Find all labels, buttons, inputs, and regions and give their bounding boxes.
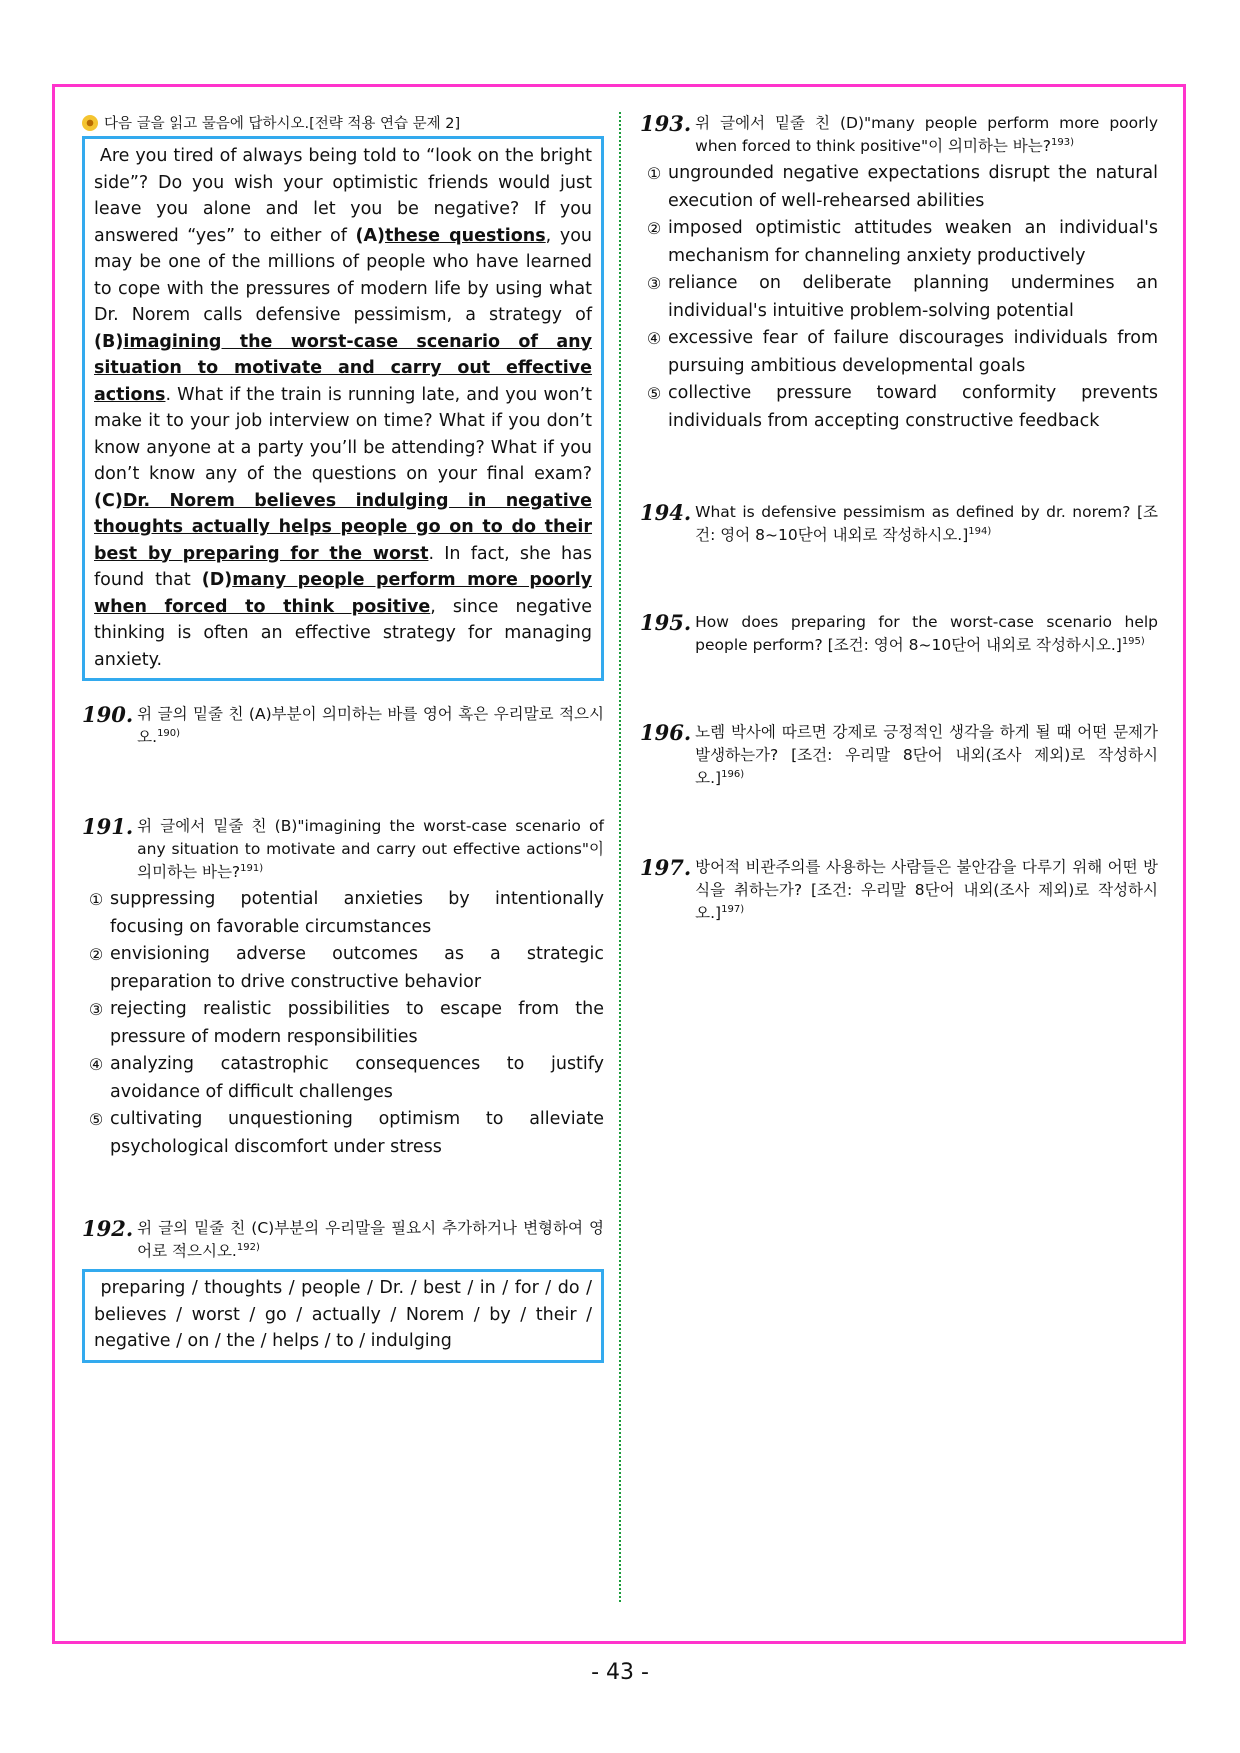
- option[interactable]: [640, 325, 1158, 380]
- underlined-d: many people perform more poorly when forced to think positive: [94, 570, 592, 617]
- footnote-ref: 191): [240, 862, 264, 874]
- question-number: 197.: [640, 855, 692, 880]
- question-text-body: 위 글의 밑줄 친 (A)부분이 의미하는 바를 영어 혹은 우리말로 적으시오.: [137, 705, 604, 746]
- option-text: envisioning adverse outcomes as a strategic preparation to drive constructive behavior: [110, 944, 604, 992]
- footnote-ref: 190): [157, 727, 181, 739]
- question-number: 194.: [640, 500, 692, 525]
- reading-passage: [82, 136, 604, 681]
- option[interactable]: [640, 380, 1158, 435]
- question-text: [137, 703, 604, 749]
- question-text-body: 방어적 비관주의를 사용하는 사람들은 불안감을 다루기 위해 어떤 방식을 취하는가? [조건: 우리말 8단어 내외(조사 제외)로 작성하시오.]: [695, 858, 1158, 922]
- passage-label-c: (C): [94, 490, 123, 511]
- passage-label-b: (B): [94, 331, 124, 352]
- question-text: [137, 815, 604, 884]
- question-text: [695, 501, 1158, 547]
- footnote-ref: 192): [236, 1241, 260, 1253]
- underlined-b: imagining the worst-case scenario of any situation to motivate and carry out effective actions: [94, 331, 592, 405]
- left-column: [82, 112, 604, 1363]
- passage-label-a: (A): [355, 225, 386, 246]
- option-number: ①: [88, 890, 104, 909]
- option[interactable]: [640, 160, 1158, 215]
- option[interactable]: [640, 215, 1158, 270]
- question-number: 196.: [640, 720, 692, 745]
- option[interactable]: [82, 1051, 604, 1106]
- question-192: [82, 1217, 604, 1263]
- options-191: [82, 886, 604, 1161]
- footnote-ref: 194): [968, 525, 992, 537]
- question-number: 191.: [82, 814, 134, 839]
- column-divider: [619, 112, 621, 1602]
- option-text: ungrounded negative expectations disrupt the natural execution of well-rehearsed abilities: [668, 163, 1158, 211]
- option-number: ③: [646, 274, 662, 293]
- word-bank-text: preparing / thoughts / people / Dr. / best / in / for / do / believes / worst / go / actually / Norem / by / their / negative / on / the / helps / to / indulging: [94, 1278, 592, 1351]
- question-194: [640, 501, 1158, 547]
- question-text-body: 위 글에서 밑줄 친 (D)"many people perform more poorly when forced to think positive"이 의미하는 바는?: [695, 114, 1158, 155]
- question-text: [695, 856, 1158, 925]
- option-text: cultivating unquestioning optimism to alleviate psychological discomfort under stress: [110, 1109, 604, 1157]
- footnote-ref: 193): [1050, 136, 1074, 148]
- passage-text: Are you tired of always being told to “look on the bright side”? Do you wish your optimistic friends would just leave you alone and let you be negative? If you answered “yes” to either of: [94, 146, 592, 246]
- passage-text: , since negative thinking is often an effective strategy for managing anxiety.: [94, 596, 592, 670]
- question-191: [82, 815, 604, 884]
- passage-text: , you may be one of the millions of people who have learned to cope with the pressures of modern life by using what Dr. Norem calls defensive pessimism, a strategy of: [94, 225, 592, 325]
- option[interactable]: [82, 1106, 604, 1161]
- footnote-ref: 196): [721, 768, 745, 780]
- question-190: [82, 703, 604, 749]
- passage-text: . What if the train is running late, and you won’t make it to your job interview on time? What if you don’t know anyone at a party you’ll be attending? What if you don’t know any of the questions on your final exam?: [94, 384, 592, 484]
- question-text: [695, 611, 1158, 657]
- flower-icon: [82, 115, 98, 131]
- option-text: reliance on deliberate planning undermines an individual's intuitive problem-solving potential: [668, 273, 1158, 321]
- option-number: ⑤: [88, 1110, 104, 1129]
- question-text: [695, 112, 1158, 158]
- page-number: - 43 -: [591, 1660, 649, 1685]
- question-text-body: 위 글의 밑줄 친 (C)부분의 우리말을 필요시 추가하거나 변형하여 영어로 적으시오.: [137, 1219, 604, 1260]
- option-number: ⑤: [646, 384, 662, 403]
- right-column: [640, 112, 1158, 925]
- question-text-body: 노렘 박사에 따르면 강제로 긍정적인 생각을 하게 될 때 어떤 문제가 발생하는가? [조건: 우리말 8단어 내외(조사 제외)로 작성하시오.]: [695, 723, 1158, 787]
- option-number: ③: [88, 1000, 104, 1019]
- option-number: ②: [88, 945, 104, 964]
- option-text: analyzing catastrophic consequences to justify avoidance of difficult challenges: [110, 1054, 604, 1102]
- option-number: ①: [646, 164, 662, 183]
- option-text: imposed optimistic attitudes weaken an individual's mechanism for channeling anxiety productively: [668, 218, 1158, 266]
- word-bank: [82, 1269, 604, 1363]
- question-text: [695, 721, 1158, 790]
- question-195: [640, 611, 1158, 657]
- option[interactable]: [82, 996, 604, 1051]
- question-number: 190.: [82, 702, 134, 727]
- option-text: suppressing potential anxieties by intentionally focusing on favorable circumstances: [110, 889, 604, 937]
- question-number: 192.: [82, 1216, 134, 1241]
- footnote-ref: 197): [721, 903, 745, 915]
- question-193: [640, 112, 1158, 158]
- option-text: collective pressure toward conformity prevents individuals from accepting constructive feedback: [668, 383, 1158, 431]
- option-number: ②: [646, 219, 662, 238]
- option-text: excessive fear of failure discourages individuals from pursuing ambitious developmental goals: [668, 328, 1158, 376]
- question-number: 193.: [640, 111, 692, 136]
- question-text-body: How does preparing for the worst-case scenario help people perform? [조건: 영어 8~10단어 내외로 작성하시오.]: [695, 613, 1158, 654]
- question-text-body: 위 글에서 밑줄 친 (B)"imagining the worst-case scenario of any situation to motivate and carry out effective actions"이 의미하는 바는?: [137, 817, 604, 881]
- instruction-text: 다음 글을 읽고 물음에 답하시오.[전략 적용 연습 문제 2]: [104, 116, 461, 132]
- underlined-c: Dr. Norem believes indulging in negative thoughts actually helps people go on to do their best by preparing for the worst: [94, 490, 592, 564]
- option-text: rejecting realistic possibilities to escape from the pressure of modern responsibilities: [110, 999, 604, 1047]
- question-text-body: What is defensive pessimism as defined by dr. norem? [조건: 영어 8~10단어 내외로 작성하시오.]: [695, 503, 1158, 544]
- instruction: [82, 112, 604, 133]
- option[interactable]: [82, 941, 604, 996]
- option[interactable]: [82, 886, 604, 941]
- option[interactable]: [640, 270, 1158, 325]
- question-text: [137, 1217, 604, 1263]
- passage-text: . In fact, she has found that: [94, 543, 592, 590]
- passage-label-d: (D): [201, 570, 233, 590]
- footnote-ref: 195): [1121, 635, 1145, 647]
- question-number: 195.: [640, 610, 692, 635]
- question-197: [640, 856, 1158, 925]
- option-number: ④: [88, 1055, 104, 1074]
- option-number: ④: [646, 329, 662, 348]
- underlined-a: these questions: [385, 225, 546, 246]
- question-196: [640, 721, 1158, 790]
- options-193: [640, 160, 1158, 435]
